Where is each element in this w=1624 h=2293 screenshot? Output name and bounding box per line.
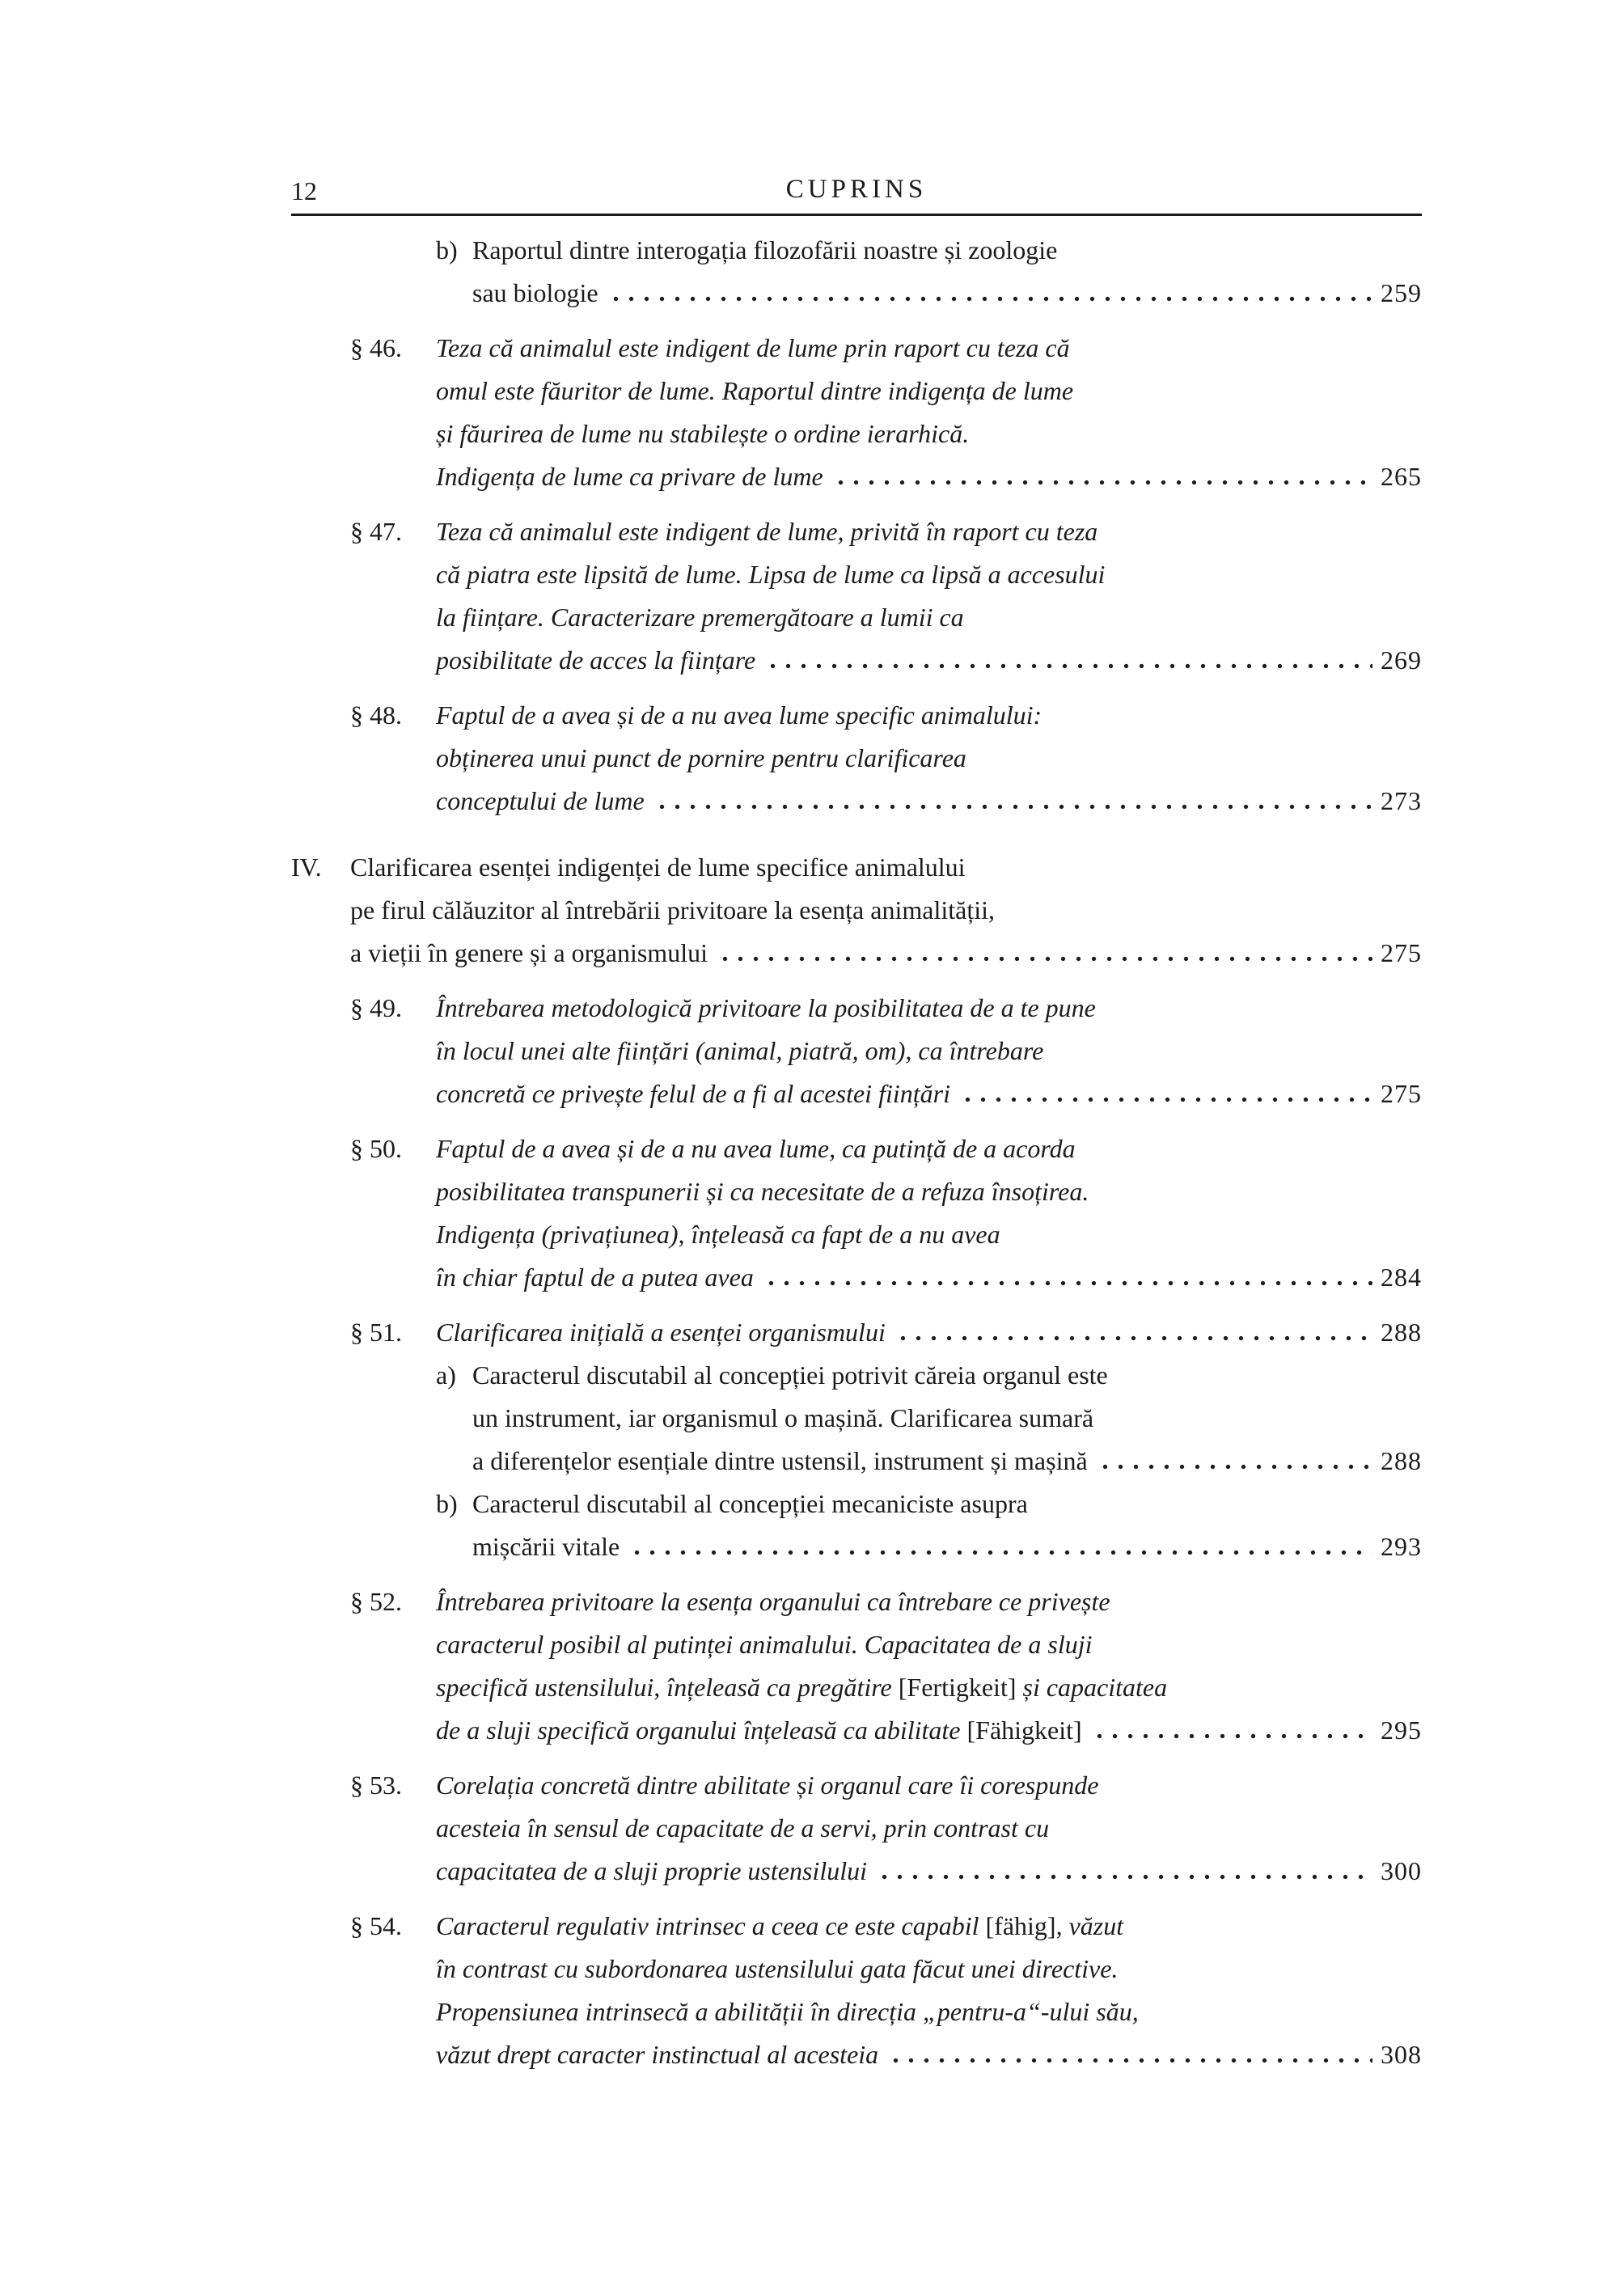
toc-page-number: 273 bbox=[1381, 786, 1422, 815]
toc-entry-line bbox=[350, 694, 1422, 737]
toc-entry-label: § 54. bbox=[350, 1911, 402, 1940]
toc-entry-label: a) bbox=[436, 1360, 456, 1390]
toc-entry-text: în contrast cu subordonarea ustensilului gata făcut unei directive. bbox=[436, 1954, 1119, 1983]
toc-entry-line bbox=[436, 1483, 1422, 1525]
toc-entry-text: capacitatea de a sluji proprie ustensilului bbox=[436, 1856, 867, 1885]
toc-entry-line bbox=[436, 1213, 1422, 1256]
toc-entry-label: b) bbox=[436, 1489, 458, 1518]
toc-page-number: 295 bbox=[1381, 1716, 1422, 1745]
toc-entry-line bbox=[436, 737, 1422, 780]
toc-entry-line bbox=[436, 2033, 1422, 2076]
toc-entry-text: Caracterul regulativ intrinsec a ceea ce este capabil [fähig], văzut bbox=[436, 1911, 1124, 1940]
dot-leader bbox=[960, 1097, 1372, 1102]
toc-entry-line bbox=[436, 1030, 1422, 1072]
toc-page-number: 284 bbox=[1381, 1263, 1422, 1292]
dot-leader bbox=[763, 1280, 1372, 1286]
toc-entry-line bbox=[436, 1991, 1422, 2033]
toc-page-number: 275 bbox=[1381, 1079, 1422, 1108]
toc-entry-line bbox=[436, 1807, 1422, 1850]
toc-entry bbox=[291, 1354, 1422, 1483]
toc-page-number: 269 bbox=[1381, 645, 1422, 675]
toc-entry bbox=[291, 229, 1422, 315]
toc-entry-text: văzut drept caracter instinctual al acesteia bbox=[436, 2040, 879, 2069]
toc-entry-text: Caracterul discutabil al concepției mecaniciste asupra bbox=[472, 1489, 1028, 1518]
toc-entry-label: § 53. bbox=[350, 1771, 402, 1800]
toc-entry bbox=[291, 846, 1422, 975]
toc-entry-text: pe firul călăuzitor al întrebării privitoare la esența animalității, bbox=[350, 895, 995, 924]
toc-entry bbox=[291, 510, 1422, 682]
toc-entry-line bbox=[436, 455, 1422, 498]
toc-page-number: 308 bbox=[1381, 2040, 1422, 2069]
toc-entry-label: § 47. bbox=[350, 517, 402, 546]
page-header bbox=[291, 171, 1422, 209]
toc-entry-text: Întrebarea metodologică privitoare la posibilitatea de a te pune bbox=[436, 993, 1096, 1022]
toc-entry-line bbox=[436, 639, 1422, 682]
toc-entry-line bbox=[350, 1580, 1422, 1623]
toc-entry-text: obținerea unui punct de pornire pentru clarificarea bbox=[436, 743, 966, 772]
dot-leader bbox=[765, 663, 1372, 669]
toc-entry-line bbox=[350, 987, 1422, 1030]
toc-entry-text: a vieții în genere și a organismului bbox=[350, 938, 708, 967]
toc-entry-text: Clarificarea esenței indigenței de lume specifice animalului bbox=[350, 852, 966, 882]
toc-entry-line bbox=[436, 370, 1422, 412]
toc-entry-text: Faptul de a avea și de a nu avea lume, ca putință de a acorda bbox=[436, 1134, 1076, 1163]
toc-entry bbox=[291, 1764, 1422, 1893]
toc-entry-line bbox=[350, 1311, 1422, 1354]
toc-entry-label: IV. bbox=[291, 852, 322, 882]
toc-entry-line bbox=[350, 1764, 1422, 1807]
toc-entry-text: caracterul posibil al putinței animalului. Capacitatea de a sluji bbox=[436, 1630, 1093, 1659]
toc-entry-text: sau biologie bbox=[472, 278, 598, 307]
toc-entry bbox=[291, 987, 1422, 1115]
toc-entry-text: Întrebarea privitoare la esența organului ca întrebare ce privește bbox=[436, 1587, 1110, 1616]
toc-page-number: 265 bbox=[1381, 462, 1422, 491]
toc-entry-text: specifică ustensilului, înțeleasă ca pregătire [Fertigkeit] și capacitatea bbox=[436, 1673, 1168, 1702]
dot-leader bbox=[654, 804, 1372, 810]
toc-entry-text: Caracterul discutabil al concepției potrivit căreia organul este bbox=[472, 1360, 1108, 1390]
toc-entry-line bbox=[436, 1948, 1422, 1991]
toc-entry-line bbox=[436, 596, 1422, 639]
toc-entry bbox=[291, 1905, 1422, 2076]
toc-entry-line bbox=[350, 932, 1422, 975]
toc-entry-line bbox=[436, 1170, 1422, 1213]
dot-leader bbox=[888, 2058, 1372, 2063]
toc-entry-line bbox=[472, 272, 1422, 315]
toc-entry-text: Teza că animalul este indigent de lume prin raport cu teza că bbox=[436, 333, 1070, 362]
toc-entry bbox=[291, 327, 1422, 498]
toc-entry-line bbox=[436, 1256, 1422, 1299]
header-rule bbox=[291, 214, 1422, 216]
dot-leader bbox=[608, 296, 1372, 302]
toc-entry-text: un instrument, iar organismul o mașină. Clarificarea sumară bbox=[472, 1403, 1094, 1432]
toc-page-number: 275 bbox=[1381, 938, 1422, 967]
toc-entry-text: concretă ce privește felul de a fi al acestei ființări bbox=[436, 1079, 950, 1108]
toc-entry-line bbox=[472, 1525, 1422, 1568]
toc-entry bbox=[291, 1127, 1422, 1299]
contents-title: CUPRINS bbox=[785, 175, 928, 204]
toc-entry-text: Indigența (privațiunea), înțeleasă ca fapt de a nu avea bbox=[436, 1220, 1000, 1249]
toc-entry-line bbox=[436, 1354, 1422, 1397]
toc-entry-line bbox=[436, 1850, 1422, 1893]
dot-leader bbox=[629, 1550, 1372, 1555]
toc-entry-line bbox=[350, 1127, 1422, 1170]
toc-entry-text: acesteia în sensul de capacitate de a servi, prin contrast cu bbox=[436, 1813, 1050, 1842]
toc-page-number: 288 bbox=[1381, 1318, 1422, 1347]
toc-entry-label: § 50. bbox=[350, 1134, 402, 1163]
toc-entry-line bbox=[436, 1709, 1422, 1752]
toc-entry-text: și făurirea de lume nu stabilește o ordine ierarhică. bbox=[436, 419, 970, 448]
toc-entry-line bbox=[436, 1666, 1422, 1709]
toc-entry-text: conceptului de lume bbox=[436, 786, 645, 815]
toc-entry-line bbox=[291, 846, 1422, 889]
toc-entry-text: la ființare. Caracterizare premergătoare a lumii ca bbox=[436, 603, 964, 632]
toc-entry-line bbox=[350, 510, 1422, 553]
toc-entry-label: b) bbox=[436, 235, 458, 264]
toc-entry-text: de a sluji specifică organului înțeleasă ca abilitate [Fähigkeit] bbox=[436, 1716, 1082, 1745]
toc-entry-label: § 52. bbox=[350, 1587, 402, 1616]
dot-leader bbox=[895, 1335, 1372, 1341]
dot-leader bbox=[1097, 1464, 1372, 1470]
toc-page-number: 300 bbox=[1381, 1856, 1422, 1885]
toc-entry-label: § 49. bbox=[350, 993, 402, 1022]
toc-entry-line bbox=[436, 1623, 1422, 1666]
toc-entry bbox=[291, 1311, 1422, 1354]
toc-entry-text: omul este făuritor de lume. Raportul dintre indigența de lume bbox=[436, 376, 1074, 405]
toc-entry-text: Faptul de a avea și de a nu avea lume specific animalului: bbox=[436, 700, 1042, 730]
toc-entry-text: Teza că animalul este indigent de lume, privită în raport cu teza bbox=[436, 517, 1098, 546]
toc-entry-line bbox=[350, 1905, 1422, 1948]
toc-entry-line bbox=[350, 327, 1422, 370]
toc-entry-line bbox=[436, 780, 1422, 823]
toc-entry-text: Propensiunea intrinsecă a abilității în direcția „pentru-a“-ului său, bbox=[436, 1997, 1139, 2026]
toc-entry-text: posibilitate de acces la ființare bbox=[436, 645, 756, 675]
toc-entry-line bbox=[436, 1072, 1422, 1115]
toc-page-number: 293 bbox=[1381, 1532, 1422, 1561]
toc-entry-text: Clarificarea inițială a esenței organismului bbox=[436, 1318, 886, 1347]
toc-entry-text: a diferențelor esențiale dintre ustensil, instrument și mașină bbox=[472, 1446, 1088, 1475]
toc-entry-line bbox=[472, 1440, 1422, 1483]
toc-entry-text: Raportul dintre interogația filozofării noastre și zoologie bbox=[472, 235, 1058, 264]
toc-entry bbox=[291, 1483, 1422, 1568]
toc-entry bbox=[291, 1580, 1422, 1752]
page-number: 12 bbox=[291, 176, 317, 205]
dot-leader bbox=[717, 956, 1372, 962]
toc-entry-text: Corelația concretă dintre abilitate și organul care îi corespunde bbox=[436, 1771, 1099, 1800]
toc-entry-line bbox=[350, 889, 1422, 932]
toc-entry-label: § 51. bbox=[350, 1318, 402, 1347]
toc-entry-text: în chiar faptul de a putea avea bbox=[436, 1263, 754, 1292]
toc-entry-text: mișcării vitale bbox=[472, 1532, 620, 1561]
dot-leader bbox=[833, 480, 1372, 485]
toc-entry-text: că piatra este lipsită de lume. Lipsa de lume ca lipsă a accesului bbox=[436, 560, 1106, 589]
toc-entry-line bbox=[436, 553, 1422, 596]
toc-page-number: 288 bbox=[1381, 1446, 1422, 1475]
dot-leader bbox=[877, 1874, 1372, 1880]
toc-entry-text: Indigența de lume ca privare de lume bbox=[436, 462, 823, 491]
toc-entry-label: § 48. bbox=[350, 700, 402, 730]
toc-entry-line bbox=[436, 412, 1422, 455]
toc-entry-line bbox=[472, 1397, 1422, 1440]
toc-entry bbox=[291, 694, 1422, 823]
toc-page-number: 259 bbox=[1381, 278, 1422, 307]
toc-list bbox=[291, 229, 1422, 2076]
toc-entry-line bbox=[436, 229, 1422, 272]
dot-leader bbox=[1092, 1733, 1372, 1739]
toc-entry-text: posibilitatea transpunerii și ca necesitate de a refuza însoțirea. bbox=[436, 1177, 1089, 1206]
toc-entry-label: § 46. bbox=[350, 333, 402, 362]
toc-entry-text: în locul unei alte ființări (animal, piatră, om), ca întrebare bbox=[436, 1036, 1044, 1065]
